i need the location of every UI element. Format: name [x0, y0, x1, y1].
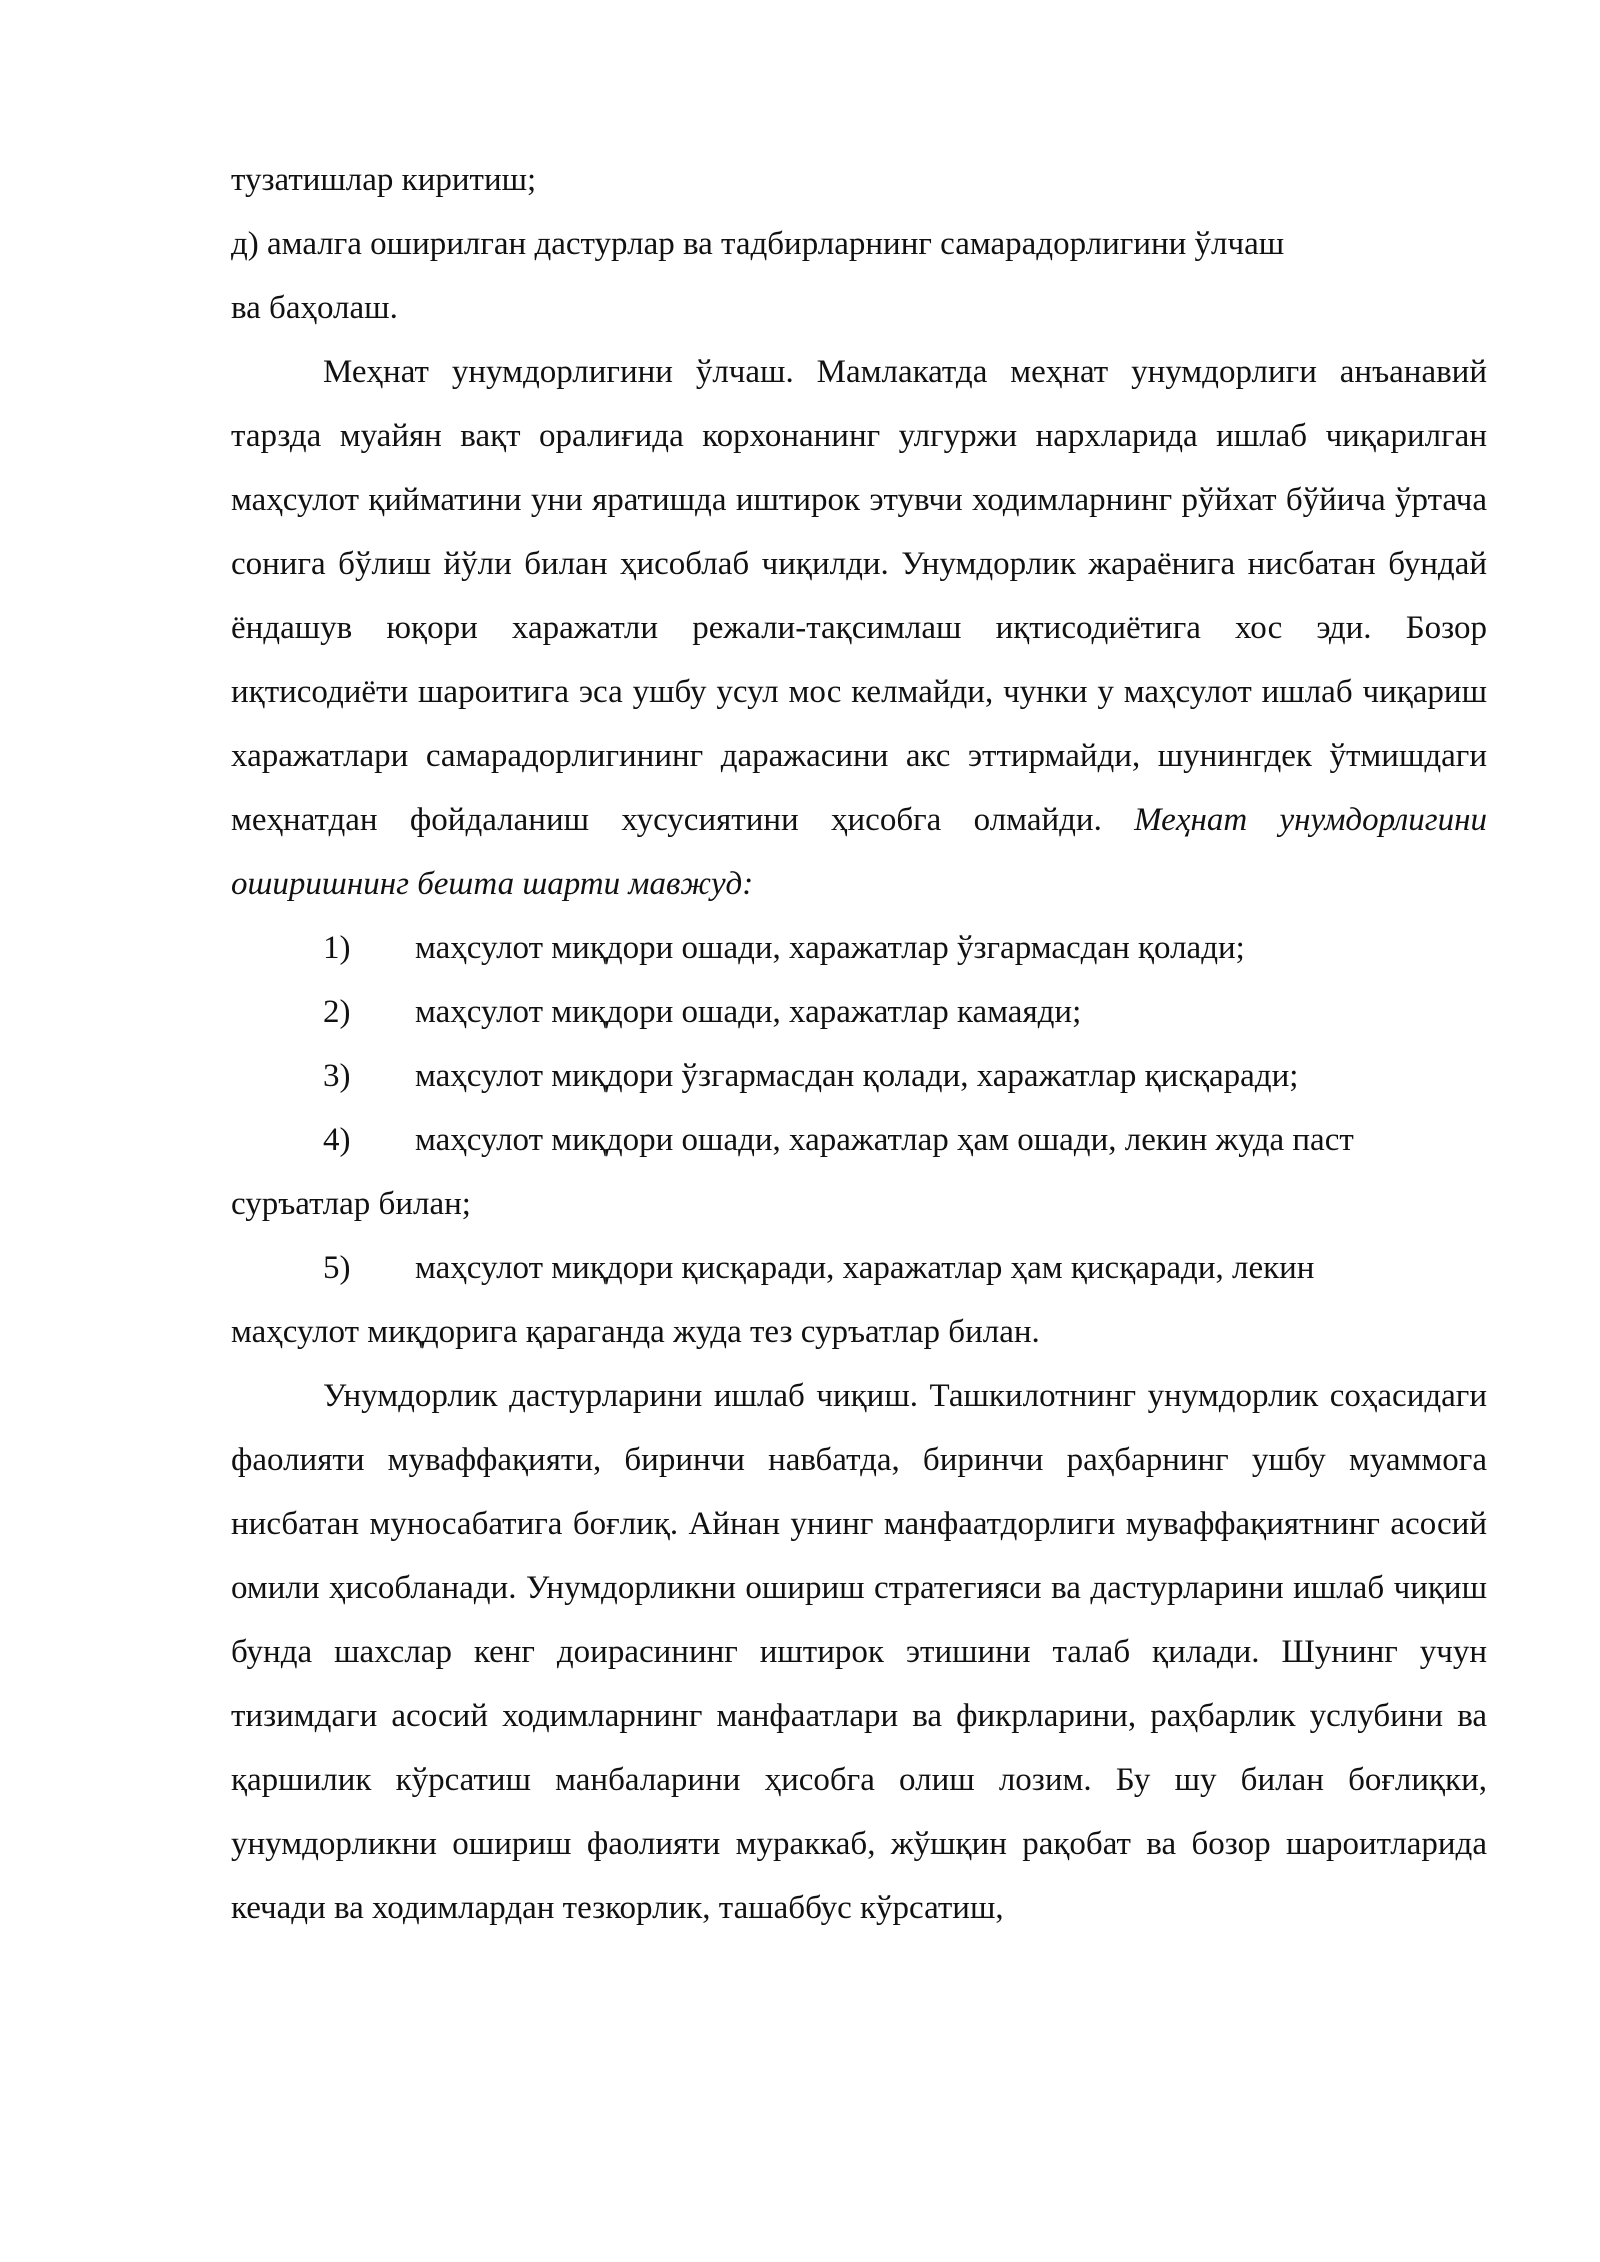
list-item-d-continuation: ва баҳолаш. — [231, 290, 398, 326]
list-text: маҳсулот миқдори ошади, харажатлар камаяди; — [415, 994, 1082, 1030]
list-text: маҳсулот миқдори қисқаради, харажатлар ҳам қисқаради, лекин — [415, 1250, 1315, 1286]
paragraph-productivity-programs — [231, 1364, 1487, 1940]
list-number: 3) — [323, 1058, 351, 1094]
conditions-list — [231, 916, 1487, 1364]
list-text: маҳсулот миқдори ошади, харажатлар ўзгармасдан қолади; — [415, 930, 1245, 966]
list-number: 2) — [323, 994, 351, 1030]
list-text: маҳсулот миқдори ошади, харажатлар ҳам ошади, лекин жуда паст — [415, 1122, 1354, 1158]
paragraph-body: Мамлакатда меҳнат унумдорлиги анъанавий тарзда муайян вақт оралиғида корхонанинг улгуржи нархларида ишлаб чиқарилган маҳсулот қийматини уни яратишда иштирок этувчи ходимларнинг рўйхат бўйича ўртача сонига бўлиш йўли билан ҳисоблаб чиқилди. Унумдорлик жараёнига нисбатан бундай ёндашув юқори харажатли режали-тақсимлаш иқтисодиётига хос эди. Бозор иқтисодиёти шароитига эса ушбу усул мос келмайди, чунки у маҳсулот ишлаб чиқариш харажатлари самарадорлигининг даражасини акс эттирмайди, шунингдек ўтмишдаги меҳнатдан фойдаланиш хусусиятини ҳисобга олмайди. — [231, 354, 1487, 838]
text-line-fragment: тузатишлар киритиш; — [231, 162, 537, 198]
list-item-continuation: маҳсулот миқдорига қараганда жуда тез суръатлар билан. — [231, 1314, 1040, 1350]
list-item-d: д) амалга оширилган дастурлар ва тадбирларнинг самарадорлигини ўлчаш — [231, 226, 1285, 262]
list-text: маҳсулот миқдори ўзгармасдан қолади, харажатлар қисқаради; — [415, 1058, 1299, 1094]
list-item — [231, 980, 1487, 1044]
list-number: 1) — [323, 930, 351, 966]
list-item — [231, 1108, 1487, 1172]
paragraph-body: Ташкилотнинг унумдорлик соҳасидаги фаолияти муваффақияти, биринчи навбатда, биринчи раҳбарнинг ушбу муаммога нисбатан муносабатига боғлиқ. Айнан унинг манфаатдорлиги муваффақиятнинг асосий омили ҳисобланади. Унумдорликни ошириш стратегияси ва дастурларини ишлаб чиқиш бунда шахслар кенг доирасининг иштирок этишини талаб қилади. Шунинг учун тизимдаги асосий ходимларнинг манфаатлари ва фикрларини, раҳбарлик услубини ва қаршилик кўрсатиш манбаларини ҳисобга олиш лозим. Бу шу билан боғлиқки, унумдорликни ошириш фаолияти мураккаб, жўшқин рақобат ва бозор шароитларида кечади ва ходимлардан тезкорлик, ташаббус кўрсатиш, — [231, 1378, 1487, 1926]
paragraph-heading: Унумдорлик дастурларини ишлаб чиқиш. — [323, 1378, 918, 1414]
list-number: 5) — [323, 1250, 351, 1286]
list-item-continuation: суръатлар билан; — [231, 1186, 471, 1222]
paragraph-heading: Меҳнат унумдорлигини ўлчаш. — [323, 354, 794, 390]
document-page — [231, 148, 1487, 1940]
list-item — [231, 1236, 1487, 1300]
list-item — [231, 916, 1487, 980]
italic-sentence: Меҳнат унумдорлигини оширишнинг бешта шарти мавжуд: — [231, 802, 1487, 902]
paragraph-productivity-measurement — [231, 340, 1487, 916]
list-number: 4) — [323, 1122, 351, 1158]
list-item — [231, 1044, 1487, 1108]
